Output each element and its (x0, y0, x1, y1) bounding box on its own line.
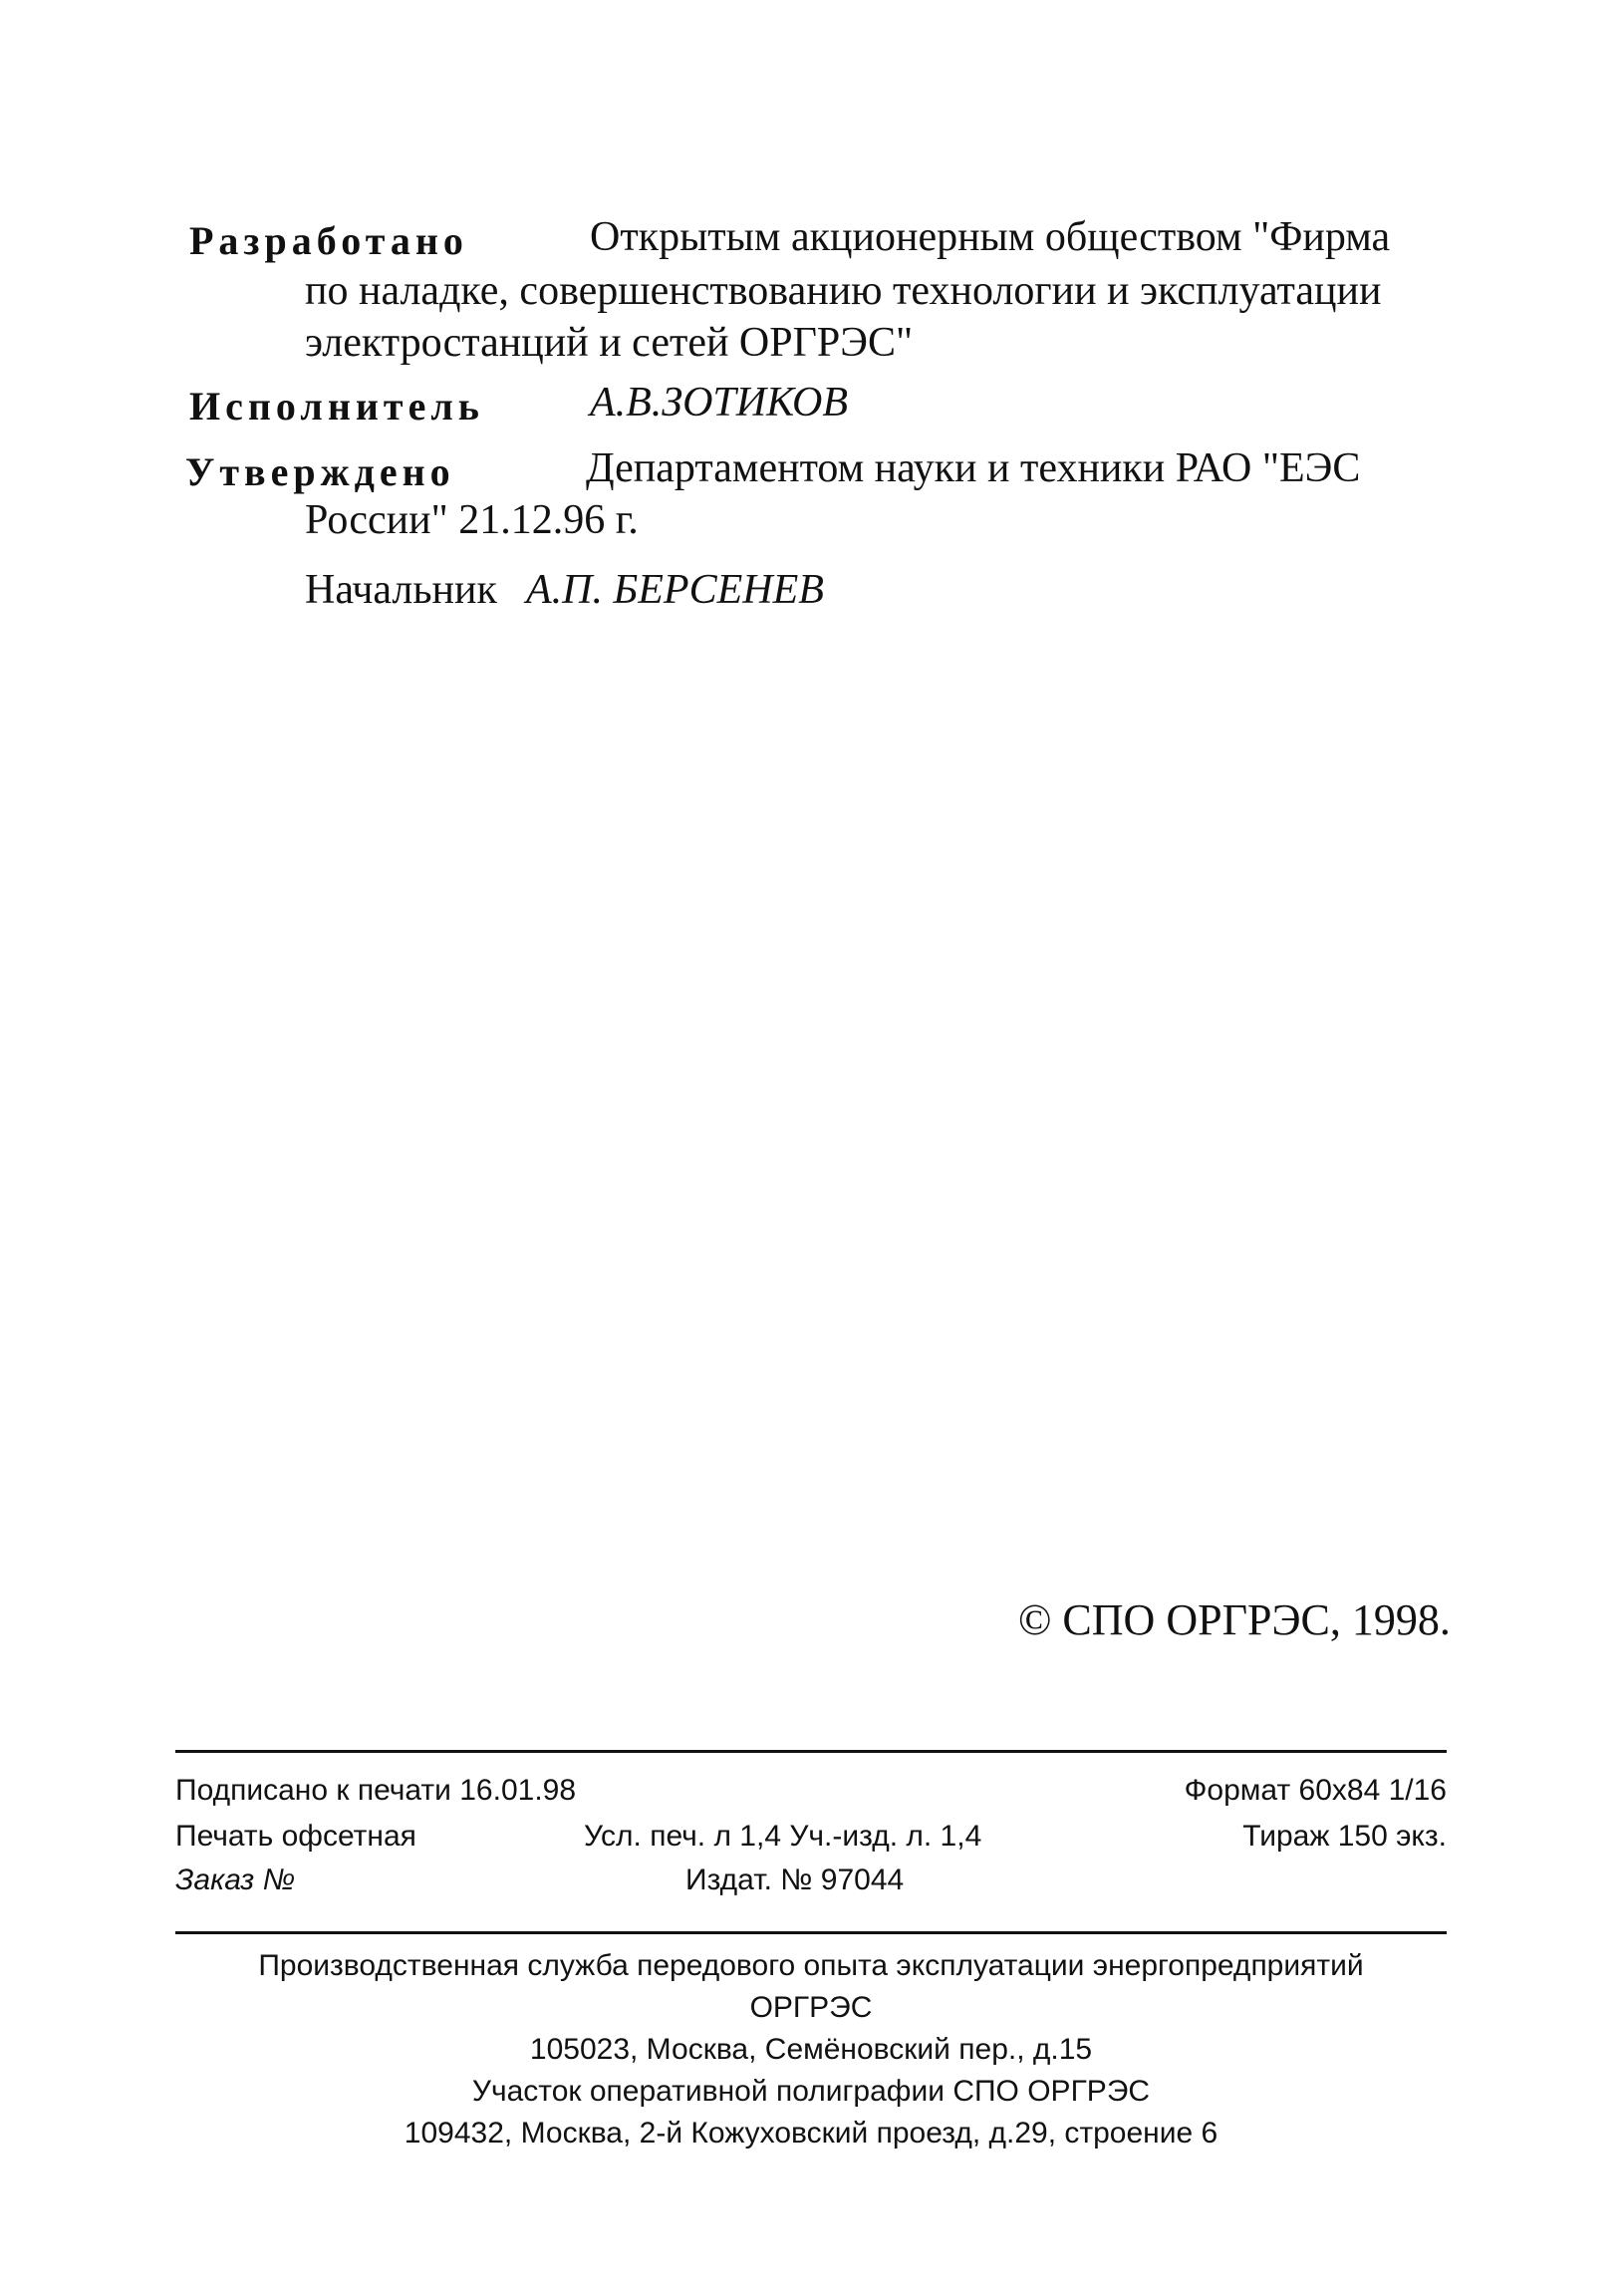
imprint-bottom-rule (175, 1931, 1447, 1934)
developed-text-line3: электростанций и сетей ОРГРЭС" (305, 320, 914, 366)
imprint-publication-number: Издат. № 97044 (685, 1864, 905, 1896)
publisher-name: Производственная служба передового опыта эксплуатации энергопредприятий (258, 1949, 1364, 1982)
approved-text-line2: России" 21.12.96 г. (305, 497, 639, 543)
imprint-format: Формат 60x84 1/16 (1184, 1774, 1447, 1807)
imprint-print-type: Печать офсетная (175, 1820, 416, 1853)
approved-label: Утверждено (185, 449, 455, 494)
printing-unit-name: Участок оперативной полиграфии СПО ОРГРЭС (471, 2075, 1151, 2108)
imprint-top-rule (175, 1750, 1447, 1753)
developed-label: Разработано (189, 218, 468, 263)
executor-label: Исполнитель (189, 384, 484, 429)
developed-text-line1: Открытым акционерным обществом "Фирма (590, 214, 1391, 260)
publisher-short-name: ОРГРЭС (749, 1991, 873, 2024)
head-title: Начальник (305, 567, 497, 613)
publisher-address: 105023, Москва, Семёновский пер., д.15 (529, 2033, 1093, 2066)
approved-text-line1: Департаментом науки и техники РАО "ЕЭС (586, 445, 1361, 491)
developed-text-line2: по наладке, совершенствованию технологии и эксплуатации (305, 268, 1382, 314)
imprint-sheets: Усл. печ. л 1,4 Уч.-изд. л. 1,4 (584, 1820, 982, 1853)
printing-unit-address: 109432, Москва, 2-й Кожуховский проезд, д.29, строение 6 (404, 2117, 1218, 2150)
copyright-notice: © СПО ОРГРЭС, 1998. (1018, 1595, 1451, 1644)
imprint-order: Заказ № (175, 1864, 296, 1896)
imprint-copies: Тираж 150 экз. (1242, 1820, 1447, 1853)
executor-name: А.В.ЗОТИКОВ (590, 380, 849, 426)
head-name: А.П. БЕРСЕНЕВ (526, 567, 824, 613)
imprint-signed: Подписано к печати 16.01.98 (175, 1774, 577, 1807)
